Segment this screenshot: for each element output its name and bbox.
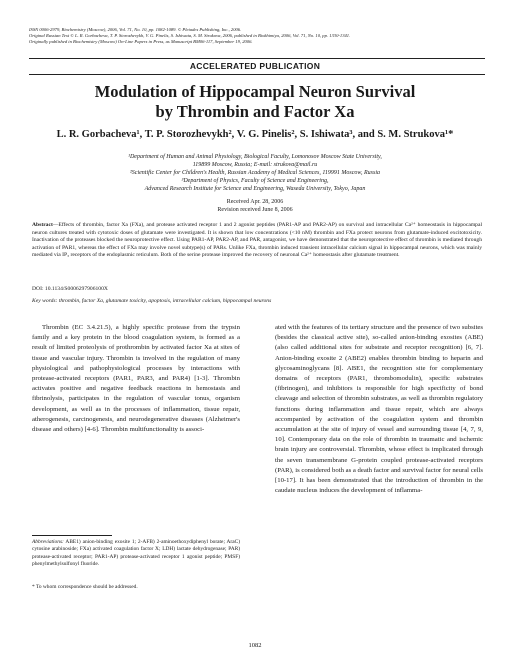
header-line-2: Original Russian Text © L. R. Gorbacheva, T. P. Storozhevykh, V. G. Pinelis, S. Ishiwata, S. M. Strukova, 2006, published in Biokhimiya, 2006, Vol. 71, No. 10, pp. 1330-1341. bbox=[29, 33, 351, 38]
doi: DOI: 10.1134/S0006297906100X bbox=[32, 286, 108, 292]
abbreviations-footnote bbox=[32, 539, 240, 569]
correspondence-footnote: * To whom correspondence should be addressed. bbox=[32, 584, 138, 590]
abstract bbox=[32, 222, 482, 260]
abstract-label: Abstract bbox=[32, 222, 53, 228]
abbreviations-label: Abbreviations: bbox=[32, 539, 64, 545]
page-number: 1082 bbox=[248, 642, 262, 649]
banner-rule-bottom bbox=[29, 74, 485, 75]
affiliation-line: 119899 Moscow, Russia; E-mail: strukova@mail.ru bbox=[192, 162, 318, 168]
keywords: Key words: thrombin, factor Xa, glutamate toxicity, apoptosis, intracellular calcium, hippocampal neurons bbox=[32, 298, 272, 304]
abbreviations-text: ABE1) anion-binding exosite 1; 2-AFB) 2-aminoethoxydiphenyl borate; AraC) cytosine arabinoside; FXa) activated coagulation factor X; LDH) lactate dehydrogenase; PAR) protease-activated receptor; PAR1-AP) protease-activated receptor 1 agonist peptide; PMSF) phenylmethylsulfonyl fluoride. bbox=[32, 539, 240, 568]
header-line-1: ISSN 0006-2979, Biochemistry (Moscow), 2006, Vol. 71, No. 10, pp. 1082-1089. © Pleiades Publishing, Inc., 2006. bbox=[29, 27, 242, 32]
paper-title-line-2: by Thrombin and Factor Xa bbox=[155, 102, 355, 121]
revised-date: Revision received June 8, 2006 bbox=[217, 207, 293, 213]
affiliation-line: ³Department of Physics, Faculty of Science and Engineering, bbox=[181, 178, 329, 184]
abstract-text: —Effects of thrombin, factor Xa (FXa), and protease activated receptor 1 and 2 agonist peptides (PAR1-AP and PAR2-AP) on survival and intracellular Ca²⁺ homeostasis in hippocampal neuron cultures treated with cytotoxic doses of glutamate were investigated. It is shown that low concentrations (<10 nM) thrombin and FXa protect neurons from glutamate-induced excitotoxicity. Inactivation of the proteases blocked the neuroprotective effect. Using PAR1-AP, PAR2-AP, and PAR, antagonist, we have demonstrated that the neuroprotective effect of thrombin is mediated through activation of PAR1, whereas the effect of FXa may involve novel subtype(s) of PARs. Unlike FXa, thrombin induced transient intracellular calcium signal in hippocampal neurons, which was mainly mediated via IP₃ receptors of the endoplasmic reticulum. Both of the serine protease improved the recovery of neuronal Ca²⁺ homeostasis after glutamate treatment. bbox=[32, 222, 482, 259]
footnote-rule bbox=[32, 535, 112, 536]
body-paragraph: ated with the features of its tertiary structure and the presence of two subsites (besides the classical active site), so-called anion-binding exosites (ABE) (also called additional sites for substrate and receptor recognition) [6, 7]. Anion-binding exosite 2 (ABE2) enables thrombin binding to heparin and glycosaminoglycans [8]. ABE1, the recognition site for complementary domains of receptors (PAR1, thrombomodulin), specific substrates (fibrinogen), and inhibitors is responsible for high specificity of bond cleavage and selection of thrombin substrates, as well as thrombin regulatory functions during inflammation and tissue repair, which are always accompanied by activation of the coagulation system and thrombin accumulation at the site of injury of vessel and surrounding tissue [4, 7, 9, 10]. Contemporary data on the role of thrombin in traumatic and ischemic brain injury are controversial. Thrombin, whose effect is implicated through the seven transmembrane G-protein coupled protease-activated receptors (PAR), is considered both as a death factor and survival factor for neural cells [10-17]. It has been demonstrated that the introduction of thrombin in the caudate nucleus induces the development of inflamma- bbox=[275, 324, 483, 495]
body-column-left bbox=[32, 323, 240, 435]
body-column-right bbox=[275, 323, 483, 496]
affiliation-line: ¹Department of Human and Animal Physiology, Biological Faculty, Lomonosov Moscow State University, bbox=[128, 154, 382, 160]
publication-banner: ACCELERATED PUBLICATION bbox=[189, 61, 321, 71]
affiliation-line: ²Scientific Center for Children's Health, Russian Academy of Medical Sciences, 119991 Moscow, Russia bbox=[130, 170, 380, 176]
paper-title-line-1: Modulation of Hippocampal Neuron Survival bbox=[94, 82, 416, 101]
author-list: L. R. Gorbacheva¹, T. P. Storozhevykh², V. G. Pinelis², S. Ishiwata³, and S. M. Strukova¹* bbox=[56, 129, 454, 140]
affiliation-line: Advanced Research Institute for Science and Engineering, Waseda University, Tokyo, Japan bbox=[144, 186, 366, 192]
header-line-3: Originally published in Biochemistry (Moscow) On-Line Papers in Press, as Manuscript BM06-117, September 19, 2006. bbox=[29, 39, 253, 44]
received-date: Received Apr. 28, 2006 bbox=[226, 199, 284, 205]
body-paragraph: Thrombin (EC 3.4.21.5), a highly specific protease from the trypsin family and a key protein in the blood coagulation system, is formed as a result of limited proteolysis of prothrombin by activated factor Xa at sites of tissue and vascular injury. Thrombin is involved in the regulation of many physiological and pathophysiological processes by interactions with protease-activated receptors (PAR1, PAR3, and PAR4) [1-3]. Thrombin activates positive and negative feedback reactions in hemostasis and fibrinolysis, participates in the regulation of vascular tonus, organism development, as well as in the processes of inflammation, tissue repair, atherogenesis, carcinogenesis, and neurodegenerative diseases (Alzheimer's disease and others) [4-6]. Thrombin multifunctionality is associ- bbox=[32, 324, 240, 434]
banner-rule-top bbox=[29, 58, 485, 59]
